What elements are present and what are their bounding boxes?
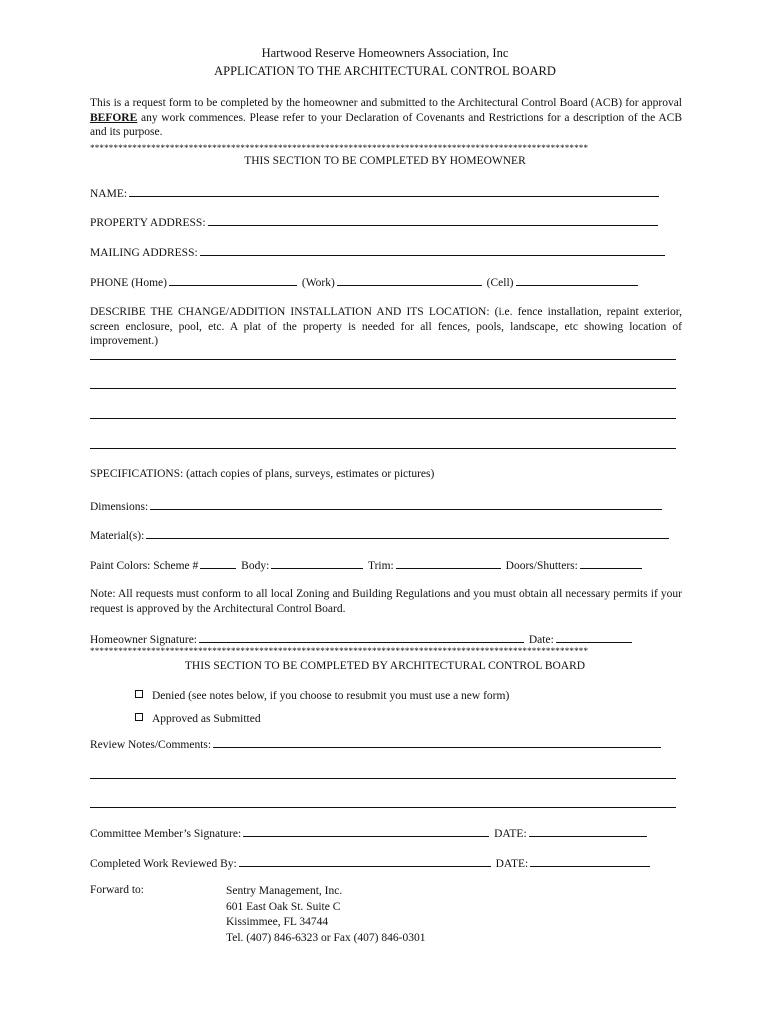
mailing-address-field[interactable] [200,244,665,256]
homeowner-section-heading: THIS SECTION TO BE COMPLETED BY HOMEOWNER [244,155,526,167]
committee-signature-field[interactable] [243,825,489,837]
phone-cell-field[interactable] [516,274,638,286]
board-section-heading: THIS SECTION TO BE COMPLETED BY ARCHITECTURAL CONTROL BOARD [184,660,586,672]
description-line-3[interactable] [90,418,676,419]
phone-row: PHONE (Home) (Work) (Cell) [90,274,640,289]
forward-street: 601 East Oak St. Suite C [226,900,341,913]
name-field[interactable] [129,185,659,197]
forward-address [226,884,425,946]
phone-work-field[interactable] [337,274,482,286]
description-line-2[interactable] [90,388,676,389]
dimensions-field[interactable] [150,498,662,510]
homeowner-date-field[interactable] [556,631,632,643]
before-emphasis: BEFORE [90,111,138,124]
committee-date-field[interactable] [529,825,647,837]
zoning-note: Note: All requests must conform to all local Zoning and Building Regulations and you must obtain all necessary permits if your request is approved by the Architectural Control Board. [90,588,682,615]
form-title: APPLICATION TO THE ARCHITECTURAL CONTROL BOARD [214,64,556,78]
approved-option: Approved as Submitted [135,713,261,725]
homeowner-signature-row: Homeowner Signature: Date: [90,631,634,646]
committee-signature-row: Committee Member’s Signature: DATE: [90,825,649,840]
description-line-4[interactable] [90,448,676,449]
denied-checkbox[interactable] [135,690,143,698]
describe-change-instructions: DESCRIBE THE CHANGE/ADDITION INSTALLATION AND ITS LOCATION: (i.e. fence installation, repaint exterior, screen enclosure, pool, etc. A plat of the property is needed for all fences, pools, landscape, etc showing location of improvement.) [90,306,682,347]
forward-city: Kissimmee, FL 34744 [226,916,329,928]
materials-field[interactable] [146,527,669,539]
separator-stars-2: ********************************************************************************************************** [90,646,589,656]
phone-home-field[interactable] [169,274,297,286]
completed-work-row: Completed Work Reviewed By: DATE: [90,855,652,870]
paint-colors-row: Paint Colors: Scheme # Body: Trim: Doors/Shutters: [90,557,644,572]
paint-scheme-field[interactable] [200,557,236,569]
review-notes-row: Review Notes/Comments: [90,736,663,751]
specifications-label: SPECIFICATIONS: (attach copies of plans, surveys, estimates or pictures) [90,468,435,480]
separator-stars: ********************************************************************************************************** [90,143,589,153]
materials-row: Material(s): [90,527,671,542]
denied-option: Denied (see notes below, if you choose to resubmit you must use a new form) [135,690,509,702]
forward-to-label: Forward to: [90,884,144,896]
dimensions-row: Dimensions: [90,498,664,513]
forward-company: Sentry Management, Inc. [226,885,343,897]
association-name: Hartwood Reserve Homeowners Association, Inc [261,46,509,60]
paint-body-field[interactable] [271,557,363,569]
completed-work-date-field[interactable] [530,855,650,867]
name-row: NAME: [90,185,661,200]
completed-work-field[interactable] [239,855,491,867]
paint-doors-shutters-field[interactable] [580,557,642,569]
paint-trim-field[interactable] [396,557,501,569]
forward-phone: Tel. (407) 846-6323 or Fax (407) 846-0301 [226,931,426,944]
approved-checkbox[interactable] [135,713,143,721]
intro-paragraph: This is a request form to be completed by the homeowner and submitted to the Architectural Control Board (ACB) for approval BEFORE any work commences. Please refer to your Declaration of Covenants and Restrictions for a description of the ACB and its purpose. [90,97,682,138]
property-address-field[interactable] [208,214,658,226]
homeowner-signature-field[interactable] [199,631,524,643]
description-line-1[interactable] [90,359,676,360]
mailing-address-row: MAILING ADDRESS: [90,244,667,259]
review-notes-field[interactable] [213,736,661,748]
review-notes-line-3[interactable] [90,807,676,808]
review-notes-line-2[interactable] [90,778,676,779]
property-address-row: PROPERTY ADDRESS: [90,214,660,229]
